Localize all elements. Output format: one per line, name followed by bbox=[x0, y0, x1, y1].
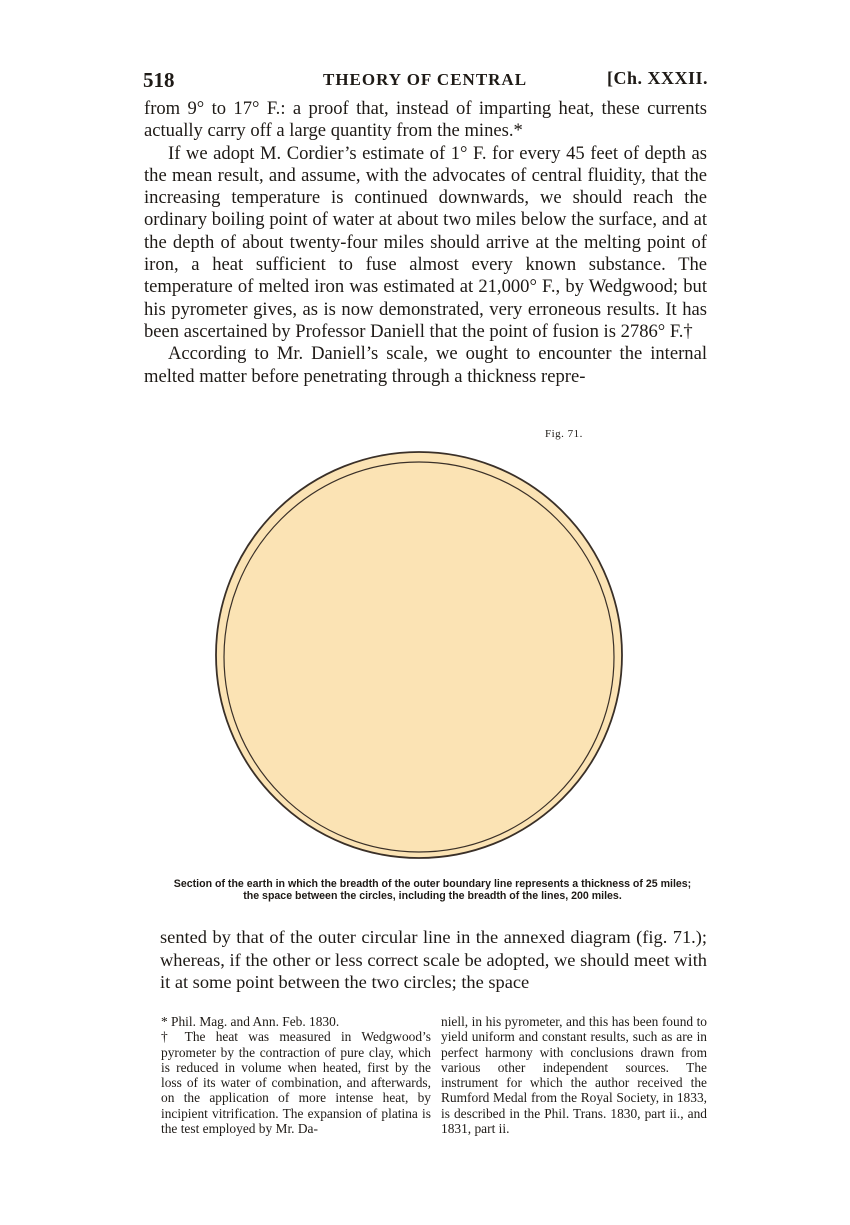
footnote-column-left bbox=[161, 1014, 431, 1136]
page-header bbox=[143, 68, 708, 94]
figure-label: Fig. 71. bbox=[545, 428, 583, 440]
footnote-column-right bbox=[441, 1014, 707, 1136]
paragraph-1: from 9° to 17° F.: a proof that, instead of imparting heat, these currents actually carry off a large quantity from the mines.* bbox=[144, 98, 707, 142]
paragraph-3: According to Mr. Daniell’s scale, we ought to encounter the internal melted matter before penetrating through a thickness repre- bbox=[144, 343, 707, 387]
earth-section-figure bbox=[212, 436, 626, 874]
chapter-label: [Ch. XXXII. bbox=[606, 68, 708, 88]
figure-caption: Section of the earth in which the breadth of the outer boundary line represents a thickness of 25 miles; the space between the circles, including the breadth of the lines, 200 miles. bbox=[173, 878, 692, 902]
paragraph-2: If we adopt M. Cordier’s estimate of 1° F. for every 45 feet of depth as the mean result, and assume, with the advocates of central fluidity, that the increasing temperature is continued downwards, we should reach the ordinary boiling point of water at about two miles below the surface, and at the depth of about twenty-four miles should arrive at the melting point of iron, a heat sufficient to fuse almost every known substance. The temperature of melted iron was estimated at 21,000° F., by Wedgwood; but his pyrometer gives, as is now demonstrated, very erroneous results. It has been ascertained by Professor Daniell that the point of fusion is 2786° F.† bbox=[144, 142, 707, 342]
footnote-1: * Phil. Mag. and Ann. Feb. 1830. bbox=[161, 1014, 340, 1029]
continued-paragraph: sented by that of the outer circular line in the annexed diagram (fig. 71.); whereas, if the other or less correct scale be adopted, we should meet with it at some point between the two circles; the space bbox=[160, 927, 707, 992]
running-title: THEORY OF CENTRAL bbox=[323, 70, 528, 89]
page-number: 518 bbox=[143, 68, 175, 92]
footnote-2-part-2: niell, in his pyrometer, and this has been found to yield uniform and constant results, such as are in perfect harmony with conclusions drawn from various other independent sources. The instrument for which the author received the Rumford Medal from the Royal Society, in 1833, is described in the Phil. Trans. 1830, part ii., and 1831, part ii. bbox=[441, 1014, 707, 1137]
inner-circle bbox=[224, 462, 614, 852]
footnote-2-part-1: † The heat was measured in Wedgwood’s pyrometer by the contraction of pure clay, which is reduced in volume when heated, first by the loss of its water of combination, and afterwards, on the application of more intense heat, by incipient vitrification. The expansion of platina is the test employed by Mr. Da- bbox=[161, 1029, 431, 1137]
main-text bbox=[144, 98, 707, 388]
